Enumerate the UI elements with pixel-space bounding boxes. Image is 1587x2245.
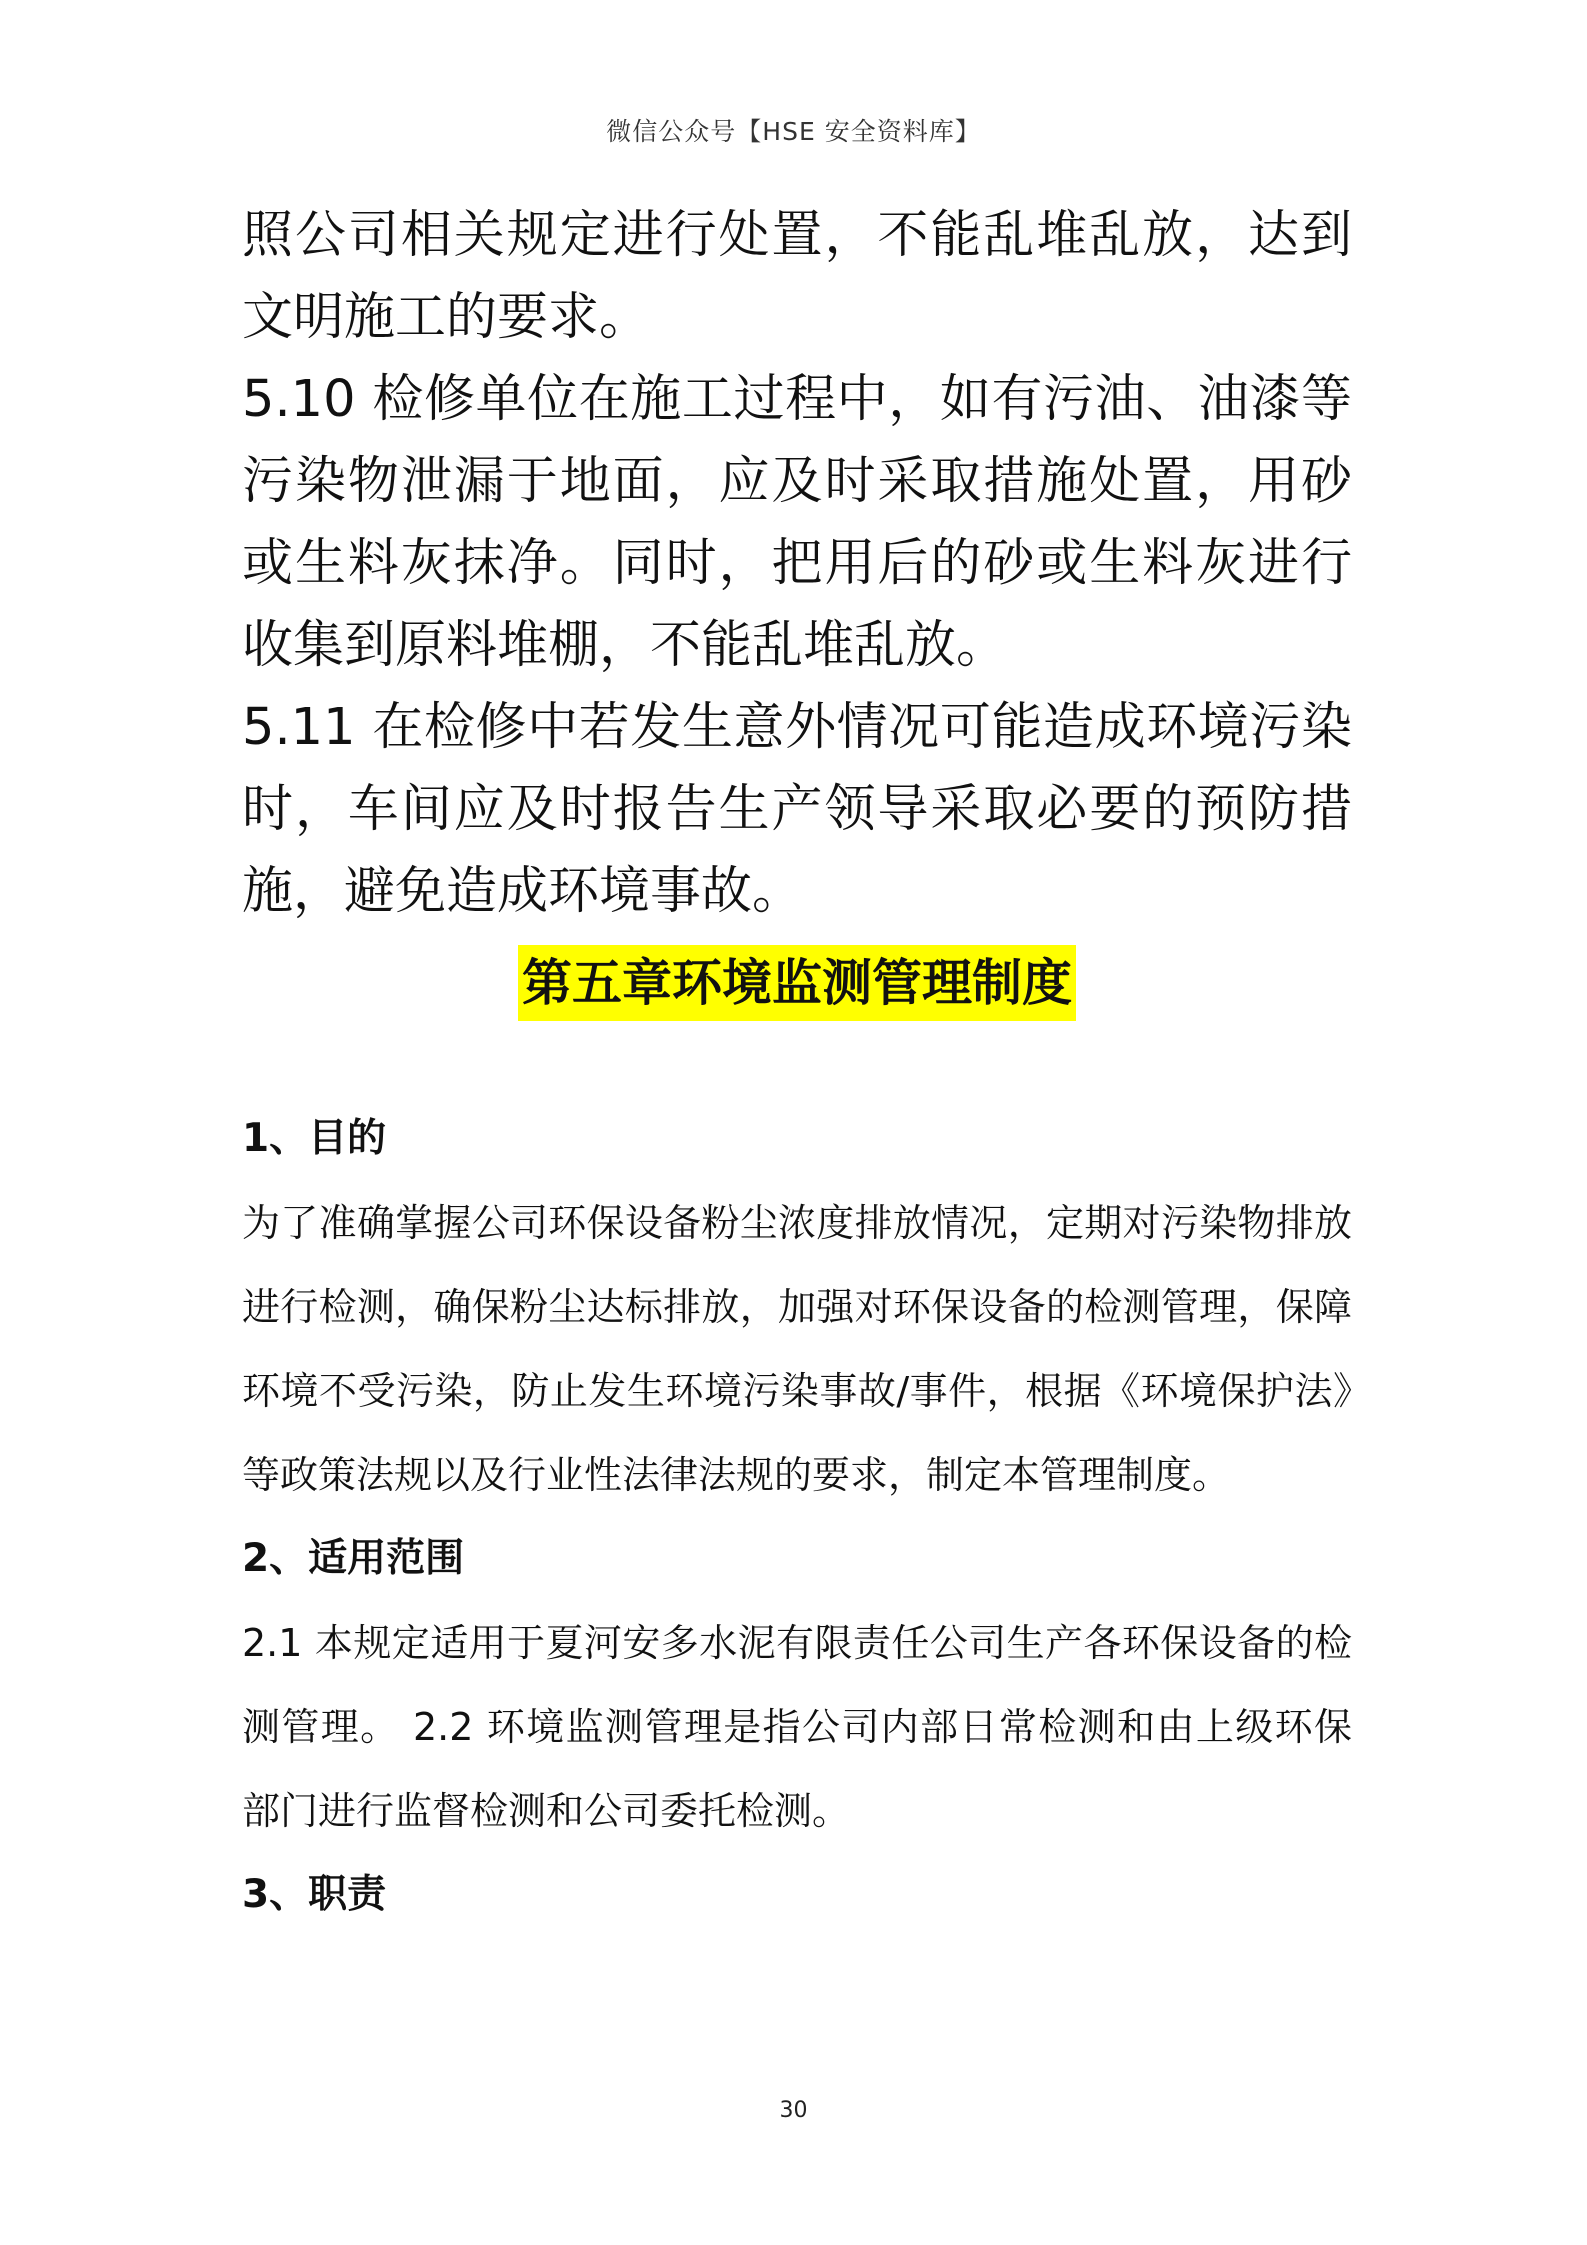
paragraph-5-11: 5.11 在检修中若发生意外情况可能造成环境污染时，车间应及时报告生产领导采取必要的预防措施，避免造成环境事故。 [242, 698, 1352, 921]
document-body [242, 195, 1352, 1937]
section-heading-purpose: 1、目的 [242, 1116, 387, 1161]
section-heading-scope: 2、适用范围 [242, 1536, 465, 1581]
page-header: 微信公众号【HSE 安全资料库】 [606, 117, 981, 146]
chapter-title-wrapper [242, 945, 1352, 1025]
page-number: 30 [779, 2098, 808, 2123]
chapter-title: 第五章环境监测管理制度 [518, 945, 1076, 1021]
section-body-scope: 2.1 本规定适用于夏河安多水泥有限责任公司生产各环保设备的检测管理。 2.2 环境监测管理是指公司内部日常检测和由上级环保部门进行监督检测和公司委托检测。 [242, 1621, 1352, 1833]
paragraph-disposal-continuation: 照公司相关规定进行处置，不能乱堆乱放，达到文明施工的要求。 [242, 206, 1352, 347]
spacer [242, 1025, 1352, 1097]
paragraph-5-10: 5.10 检修单位在施工过程中，如有污油、油漆等污染物泄漏于地面，应及时采取措施处置，用砂或生料灰抹净。同时，把用后的砂或生料灰进行收集到原料堆棚，不能乱堆乱放。 [242, 370, 1352, 675]
section-body-purpose: 为了准确掌握公司环保设备粉尘浓度排放情况，定期对污染物排放进行检测，确保粉尘达标排放，加强对环保设备的检测管理，保障环境不受污染，防止发生环境污染事故/事件，根据《环境保护法》等政策法规以及行业性法律法规的要求，制定本管理制度。 [242, 1201, 1352, 1497]
section-heading-duty: 3、职责 [242, 1872, 387, 1917]
